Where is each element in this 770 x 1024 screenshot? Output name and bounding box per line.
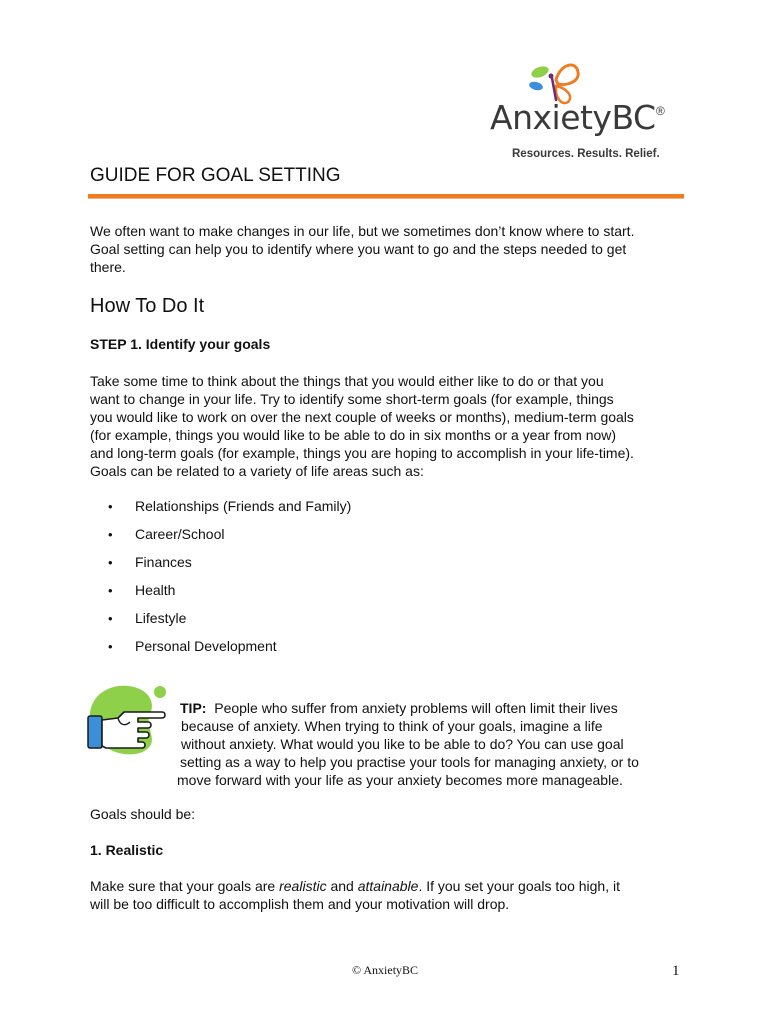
- list-item: [108, 524, 351, 552]
- pointing-hand-icon: [84, 680, 174, 760]
- list-item: [108, 608, 351, 636]
- intro-paragraph: [90, 222, 690, 276]
- realistic-paragraph: [90, 877, 690, 913]
- step1-paragraph: [90, 372, 690, 480]
- emphasis-attainable: attainable: [357, 878, 419, 894]
- step1-line: you would like to work on over the next couple of weeks or months), medium-term goals: [90, 409, 634, 425]
- list-item-label: Relationships (Friends and Family): [135, 498, 352, 514]
- tip-line: because of anxiety. When trying to think of your goals, imagine a life: [181, 718, 603, 734]
- page-number: 1: [672, 963, 680, 979]
- tip-label: TIP:: [180, 700, 207, 716]
- list-item-label: Career/School: [135, 526, 225, 542]
- intro-line: there.: [90, 259, 126, 275]
- logo-wordmark: AnxietyBC: [490, 98, 656, 137]
- text-run: will be too difficult to accomplish them and your motivation will drop.: [90, 896, 510, 912]
- list-item: [108, 496, 351, 524]
- step1-line: Goals can be related to a variety of life areas such as:: [90, 463, 424, 479]
- text-run: . If you set your goals too high, it: [418, 878, 620, 894]
- list-item-label: Finances: [135, 554, 192, 570]
- tip-line: setting as a way to help you practise your tools for managing anxiety, or to: [180, 754, 639, 770]
- emphasis-realistic: realistic: [279, 878, 327, 894]
- intro-line: Goal setting can help you to identify where you want to go and the steps needed to get: [90, 241, 627, 257]
- step1-line: Take some time to think about the things that you would either like to do or that you: [90, 373, 604, 389]
- text-run: Make sure that your goals are: [90, 878, 280, 894]
- intro-line: We often want to make changes in our life, but we sometimes don’t know where to start.: [90, 223, 635, 239]
- bullet-icon: •: [108, 639, 113, 654]
- list-item-label: Lifestyle: [135, 610, 187, 626]
- tip-line: move forward with your life as your anxiety becomes more manageable.: [177, 772, 623, 788]
- list-item: [108, 580, 351, 608]
- section-heading: How To Do It: [90, 295, 205, 317]
- step1-line: and long-term goals (for example, things you are hoping to accomplish in your life-time).: [90, 445, 634, 461]
- tip-line: without anxiety. What would you like to be able to do? You can use goal: [181, 736, 624, 752]
- logo-tagline: Resources. Results. Relief.: [512, 148, 660, 160]
- title-divider: [88, 194, 684, 199]
- bullet-icon: •: [108, 555, 113, 570]
- page-title: GUIDE FOR GOAL SETTING: [90, 165, 341, 186]
- registered-mark: ®: [656, 104, 665, 118]
- list-item-label: Personal Development: [135, 638, 277, 654]
- tip-line: People who suffer from anxiety problems will often limit their lives: [214, 700, 618, 716]
- step1-heading: STEP 1. Identify your goals: [90, 336, 271, 352]
- goals-should-be-text: Goals should be:: [90, 806, 196, 822]
- tip-callout: [176, 699, 696, 789]
- bullet-icon: •: [108, 499, 113, 514]
- bullet-icon: •: [108, 611, 113, 626]
- bullet-icon: •: [108, 583, 113, 598]
- realistic-heading: 1. Realistic: [90, 842, 164, 858]
- bullet-icon: •: [108, 527, 113, 542]
- step1-line: want to change in your life. Try to identify some short-term goals (for example, things: [90, 391, 614, 407]
- list-item: [108, 552, 351, 580]
- list-item: [108, 636, 351, 664]
- list-item-label: Health: [135, 582, 176, 598]
- text-run: and: [326, 878, 358, 894]
- footer-copyright: © AnxietyBC: [351, 963, 419, 977]
- step1-line: (for example, things you would like to be able to do in six months or a year from now): [90, 427, 617, 443]
- life-areas-list: [108, 496, 351, 664]
